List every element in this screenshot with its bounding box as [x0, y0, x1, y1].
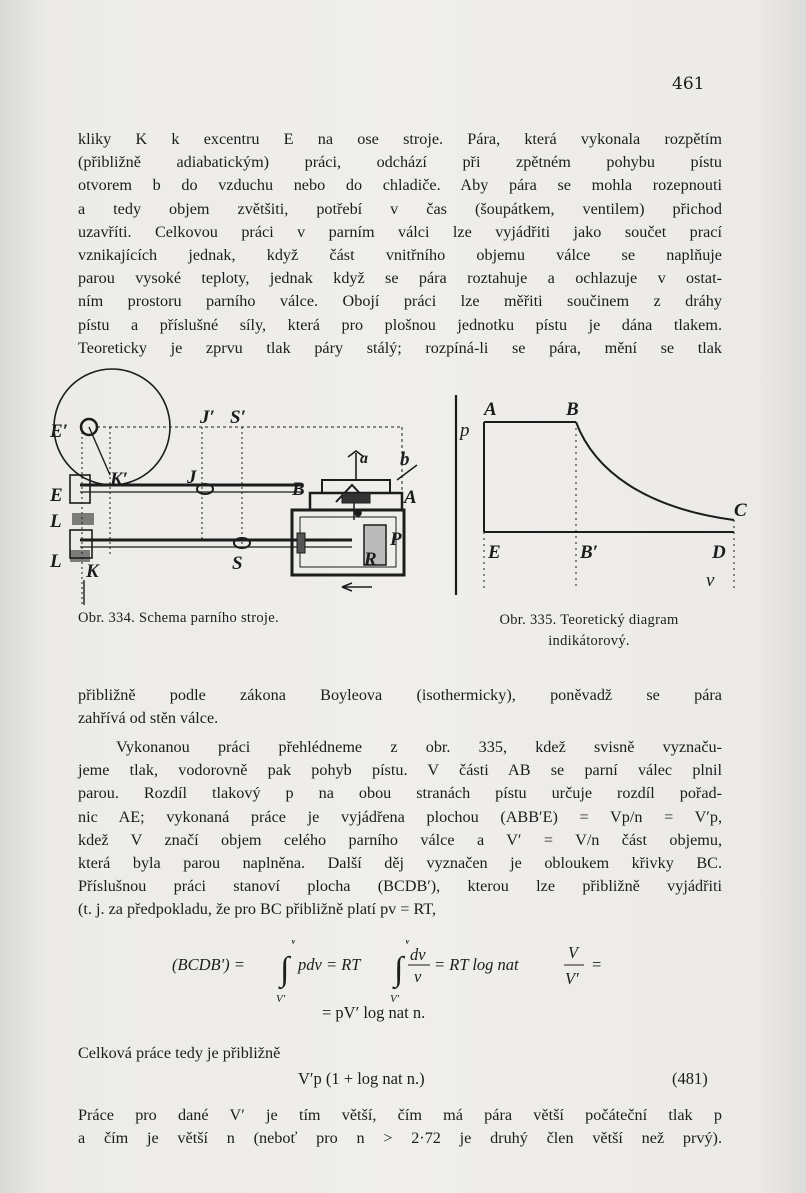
equation-total-work: V′p (1 + log nat n.) [298, 1069, 425, 1088]
figure-335-caption-line-2: indikátorový. [548, 633, 630, 649]
equation-integral [172, 940, 632, 1009]
label-R: R [364, 549, 377, 570]
diagram-label-E: E [488, 542, 501, 563]
diagram-label-B: B [566, 399, 579, 420]
text-line: Práce pro dané V′ je tím větší, čím má pára větší počáteční tlak p [78, 1106, 722, 1124]
figure-335-caption-line-1: Obr. 335. Teoretický diagram [499, 612, 679, 628]
text-line: pístu a příslušné síly, která pro plošnou jednotku pístu je dána tlakem. [78, 315, 722, 334]
text-line: Příslušnou práci stanoví plocha (BCDB′), kterou lze přibližně vyjádřiti [78, 877, 722, 896]
figure-335-caption [444, 610, 734, 652]
label-E-prime: E′ [50, 421, 69, 442]
eq-int1-lower: V′ [276, 993, 286, 1004]
label-S: S [232, 553, 243, 574]
eq-int1-body: pdv = RT [298, 955, 361, 974]
label-a: a [360, 450, 368, 467]
label-L-lower: L [50, 551, 62, 572]
eq-int1-upper: V [290, 940, 297, 947]
label-A: A [404, 487, 417, 508]
equation-integral-svg [172, 940, 632, 1004]
text-line: Teoreticky je zprvu tlak páry stálý; rozpíná-li se pára, mění se tlak [78, 338, 722, 357]
text-line: jeme tlak, vodorovně pak pohyb pístu. V části AB se parní válec plnil [78, 761, 722, 780]
page-number: 461 [672, 74, 705, 94]
label-K: K [86, 561, 99, 582]
paragraph-5 [78, 1104, 722, 1150]
text-line: (přibližně adiabatickým) práci, odchází při zpětném pohybu pístu [78, 153, 722, 172]
label-P: P [390, 529, 402, 550]
text-line: nic AE; vykonaná práce je vyjádřena plochou (ABB′E) = Vp/n = V′p, [78, 807, 722, 826]
text-line: (t. j. za předpokladu, že pro BC přibližně platí pv = RT, [78, 900, 437, 919]
text-line: přibližně podle zákona Boyleova (isothermicky), poněvadž se pára [78, 686, 722, 704]
label-K-prime: K′ [110, 469, 129, 490]
text-line: parou. Rozdíl tlakový p na obou stranách pístu určuje rozdíl pořad- [78, 784, 722, 803]
diagram-label-B-prime: B′ [580, 542, 599, 563]
text-line: vznikajících jednak, když část vnitřního objemu válce se naplňuje [78, 246, 722, 265]
eq-frac2-den: V′ [565, 969, 579, 988]
equation-number: (481) [672, 1069, 708, 1088]
paragraph-4: Celková práce tedy je přibližně [78, 1044, 281, 1062]
eq-lhs: (BCDB′) = [172, 955, 245, 974]
eq-frac1-num: dv [410, 945, 426, 964]
label-S-prime: S′ [230, 407, 246, 428]
text-line: ním prostoru parního válce. Obojí práci lze měřiti součinem z dráhy [78, 292, 722, 311]
text-line: zahřívá od stěn válce. [78, 709, 219, 728]
text-line: parou vysoké teploty, jednak když se pára roztahuje a ochlazuje v ostat- [78, 269, 722, 288]
diagram-label-C: C [734, 500, 747, 521]
diagram-label-A: A [484, 399, 497, 420]
eq-int2-upper: V [404, 940, 411, 947]
text-line: která byla parou naplněna. Další děj vyznačen je obloukem křivky BC. [78, 854, 722, 873]
diagram-label-v: v [706, 570, 715, 591]
diagram-label-p: p [460, 420, 470, 441]
diagram-label-D: D [712, 542, 726, 563]
text-line: kliky K k excentru E na ose stroje. Pára, která vykonala rozpětím [78, 130, 722, 148]
eq-tail: = [592, 955, 602, 974]
eq-frac2-num: V [568, 943, 579, 962]
paragraph-2 [78, 684, 722, 730]
label-J: J [187, 467, 197, 488]
text-line: a tedy objem zvětšiti, potřebí v čas (šoupátkem, ventilem) přichod [78, 199, 722, 218]
paragraph-1 [78, 128, 722, 360]
label-J-prime: J′ [200, 407, 215, 428]
figure-335-indicator-diagram [444, 390, 754, 600]
label-b: b [400, 449, 410, 470]
figure-334-caption: Obr. 334. Schema parního stroje. [78, 610, 279, 626]
integral-icon: ∫ [394, 951, 404, 988]
text-line: Vykonanou práci přehlédneme z obr. 335, kdež svisně vyznaču- [116, 738, 722, 756]
label-B: B [292, 479, 305, 500]
text-line: uzavříti. Celkovou práci v parním válci lze vyjádřiti jako součet prací [78, 222, 722, 241]
figure-334-steam-engine-schema [42, 365, 422, 605]
paragraph-3 [78, 736, 722, 922]
text-line: a čím je větší n (neboť pro n > 2·72 je druhý člen větší než prvý). [78, 1129, 722, 1148]
eq-int2-lower: V′ [390, 993, 400, 1004]
eq-frac1-den: v [414, 967, 422, 986]
integral-icon: ∫ [280, 951, 290, 988]
text-line: kdež V značí objem celého parního válce a V′ = V/n část objemu, [78, 830, 722, 849]
label-E: E [50, 485, 63, 506]
label-L-upper: L [50, 511, 62, 532]
text-line: otvorem b do vzduchu nebo do chladiče. Aby pára se mohla rozepnouti [78, 176, 722, 195]
equation-result: = pV′ log nat n. [322, 1003, 426, 1022]
eq-mid: = RT log nat [434, 955, 519, 974]
